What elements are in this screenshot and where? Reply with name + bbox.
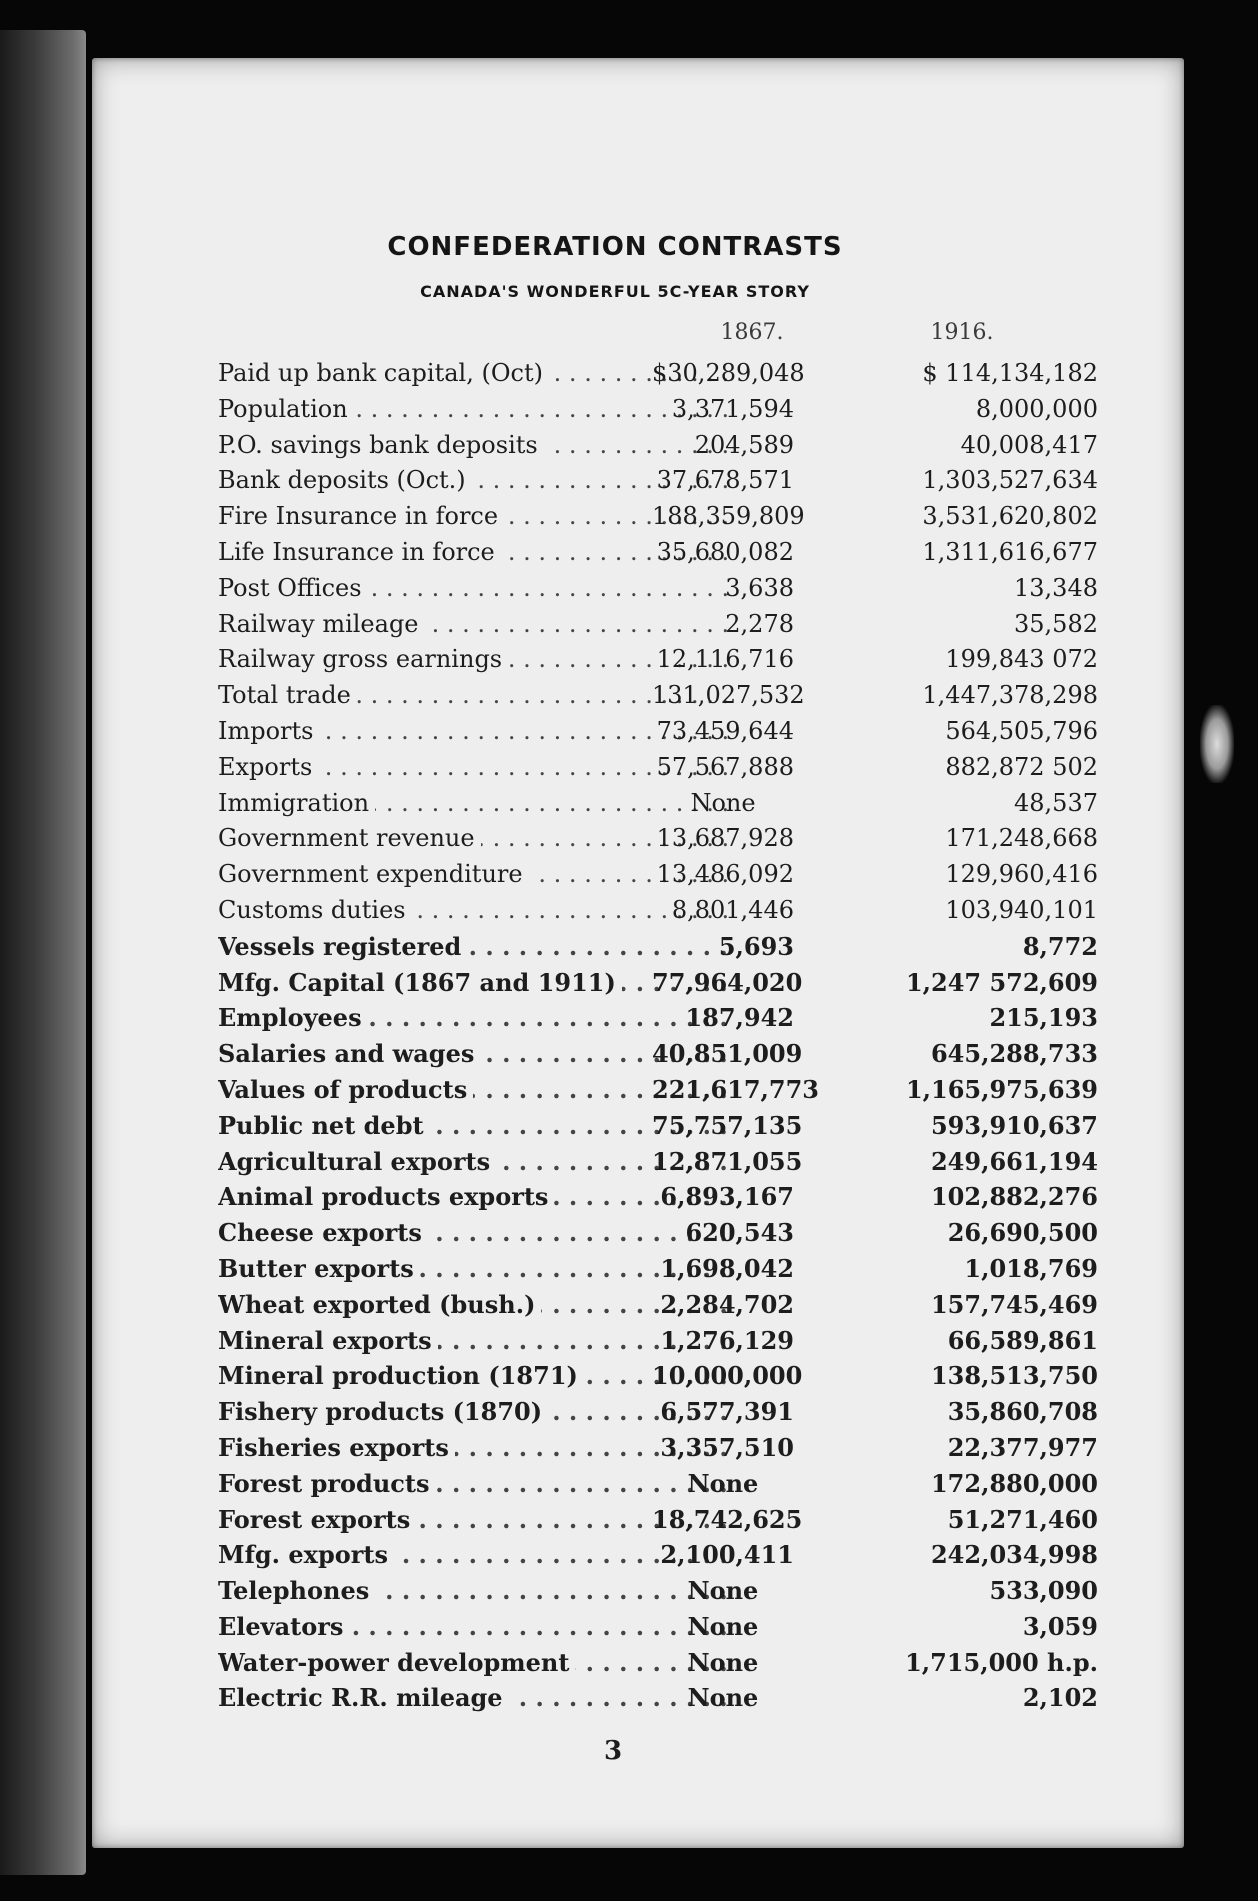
- adjacent-page-edge: [0, 30, 86, 1875]
- value-1867: None: [687, 1611, 759, 1641]
- statistics-table: [92, 356, 1184, 1716]
- value-1867: None: [690, 788, 756, 817]
- row-label-text: Imports: [218, 717, 319, 745]
- value-1916: 102,882,276: [930, 1182, 1098, 1212]
- table-row: [92, 857, 1184, 893]
- value-1867: 12,116,716: [656, 645, 794, 674]
- row-label-text: Life Insurance in force: [218, 538, 501, 566]
- value-1916: 157,745,469: [930, 1289, 1098, 1319]
- row-label-text: Fishery products (1870): [218, 1397, 548, 1426]
- value-1867: 6,893,167: [660, 1182, 794, 1212]
- value-1867: 37,678,571: [656, 466, 794, 495]
- row-label-text: Butter exports: [218, 1254, 420, 1283]
- value-1916: 1,303,527,634: [922, 466, 1098, 495]
- value-1916: 1,311,616,677: [922, 537, 1098, 566]
- table-row: [92, 1144, 1184, 1180]
- row-label-text: P.O. savings bank deposits: [218, 431, 544, 459]
- table-row: [92, 499, 1184, 535]
- row-label-text: Government revenue: [218, 824, 481, 852]
- table-row: [92, 607, 1184, 643]
- table-row: [92, 1358, 1184, 1394]
- value-1916: 172,880,000: [930, 1468, 1098, 1498]
- value-1867: 18,742,625: [652, 1504, 803, 1534]
- value-1916: 199,843 072: [945, 645, 1098, 674]
- row-label-text: Post Offices: [218, 574, 368, 602]
- table-row: [92, 965, 1184, 1001]
- value-1867: 620,543: [685, 1218, 794, 1248]
- value-1867: 204,589: [694, 430, 794, 459]
- row-label-text: Population: [218, 395, 354, 423]
- page-number: 3: [604, 1736, 623, 1766]
- table-row: [92, 356, 1184, 392]
- value-1867: 35,680,082: [656, 537, 794, 566]
- value-1916: 3,059: [1022, 1611, 1098, 1641]
- value-1916: 35,860,708: [947, 1397, 1098, 1427]
- row-label-text: Total trade: [218, 681, 357, 709]
- row-label-text: Salaries and wages: [218, 1039, 480, 1068]
- row-label-text: Mineral production (1871): [218, 1361, 584, 1390]
- value-1867: 1,276,129: [660, 1325, 794, 1355]
- page-title: CONFEDERATION CONTRASTS: [387, 232, 843, 262]
- value-1916: 1,247 572,609: [905, 967, 1098, 997]
- row-label-text: Forest products: [218, 1469, 435, 1498]
- table-row: [92, 1036, 1184, 1072]
- table-row: [92, 750, 1184, 786]
- page-subtitle: CANADA'S WONDERFUL 5C-YEAR STORY: [420, 282, 810, 301]
- value-1916: 138,513,750: [930, 1361, 1098, 1391]
- row-label-text: Animal products exports: [218, 1182, 554, 1211]
- table-row: [92, 642, 1184, 678]
- row-label-text: Exports: [218, 753, 318, 781]
- table-row: [92, 1502, 1184, 1538]
- row-label-text: Railway gross earnings: [218, 645, 508, 673]
- row-label-text: Mineral exports: [218, 1326, 438, 1355]
- value-1867: 2,100,411: [660, 1540, 794, 1570]
- row-label-text: Vessels registered: [218, 932, 467, 961]
- value-1916: 2,102: [1022, 1683, 1098, 1713]
- value-1867: 5,693: [718, 931, 794, 961]
- table-row: [92, 1466, 1184, 1502]
- value-1867: 10,000,000: [652, 1361, 803, 1391]
- row-label-text: Electric R.R. mileage: [218, 1683, 509, 1712]
- value-1916: 249,661,194: [930, 1146, 1098, 1176]
- value-1916: 533,090: [989, 1576, 1098, 1606]
- value-1916: 1,715,000 h.p.: [905, 1647, 1098, 1677]
- value-1916: 593,910,637: [930, 1110, 1098, 1140]
- value-1867: 57,567,888: [656, 752, 794, 781]
- row-label-text: Elevators: [218, 1612, 349, 1641]
- value-1916: 8,000,000: [975, 394, 1098, 423]
- value-1867: 3,638: [725, 573, 794, 602]
- value-1867: 3,357,510: [660, 1432, 794, 1462]
- table-row: [92, 1215, 1184, 1251]
- table-row: [92, 786, 1184, 822]
- table-row: [92, 929, 1184, 965]
- table-row: [92, 714, 1184, 750]
- row-label-text: Government expenditure: [218, 860, 529, 888]
- table-row: [92, 1573, 1184, 1609]
- row-label-text: Fisheries exports: [218, 1433, 455, 1462]
- value-1867: 3,371,594: [671, 394, 794, 423]
- table-row: [92, 893, 1184, 929]
- value-1867: 77,964,020: [652, 967, 803, 997]
- value-1916: 171,248,668: [945, 824, 1098, 853]
- table-row: [92, 392, 1184, 428]
- table-row: [92, 1108, 1184, 1144]
- value-1867: 6,577,391: [660, 1397, 794, 1427]
- table-row: [92, 1287, 1184, 1323]
- value-1916: $ 114,134,182: [922, 359, 1098, 387]
- value-1916: 1,447,378,298: [922, 681, 1098, 710]
- value-1867: 2,284,702: [660, 1289, 794, 1319]
- value-1867: 131,027,532: [652, 681, 805, 710]
- value-1867: 8,801,446: [671, 895, 794, 924]
- row-label-text: Railway mileage: [218, 610, 425, 638]
- row-label-text: Employees: [218, 1003, 368, 1032]
- value-1916: 8,772: [1022, 931, 1098, 961]
- value-1867: 73,459,644: [656, 716, 794, 745]
- value-1867: 1,698,042: [660, 1253, 794, 1283]
- row-label-text: Agricultural exports: [218, 1147, 496, 1176]
- value-1916: 22,377,977: [947, 1432, 1098, 1462]
- row-label-text: Forest exports: [218, 1505, 416, 1534]
- document-page: [92, 58, 1184, 1848]
- table-row: [92, 1609, 1184, 1645]
- value-1916: 129,960,416: [945, 860, 1098, 889]
- row-label-text: Fire Insurance in force: [218, 502, 504, 530]
- row-label-text: Bank deposits (Oct.): [218, 466, 472, 494]
- value-1867: 188,359,809: [652, 502, 805, 531]
- value-1867: 13,687,928: [656, 824, 794, 853]
- table-row: [92, 463, 1184, 499]
- scan-artifact: [1200, 705, 1234, 783]
- row-label-text: Telephones: [218, 1576, 375, 1605]
- value-1916: 215,193: [989, 1003, 1098, 1033]
- table-row: [92, 1179, 1184, 1215]
- value-1916: 242,034,998: [930, 1540, 1098, 1570]
- row-label-text: Cheese exports: [218, 1218, 428, 1247]
- column-header-1867: 1867.: [720, 320, 784, 345]
- row-label-text: Wheat exported (bush.): [218, 1290, 541, 1319]
- value-1916: 645,288,733: [930, 1039, 1098, 1069]
- value-1916: 35,582: [1014, 609, 1098, 638]
- row-label-text: Values of products: [218, 1075, 473, 1104]
- value-1916: 1,018,769: [964, 1253, 1098, 1283]
- value-1916: 26,690,500: [947, 1218, 1098, 1248]
- table-row: [92, 1251, 1184, 1287]
- table-row: [92, 1323, 1184, 1359]
- value-1867: 40,851,009: [652, 1039, 803, 1069]
- table-row: [92, 1394, 1184, 1430]
- value-1916: 66,589,861: [947, 1325, 1098, 1355]
- table-row: [92, 1072, 1184, 1108]
- value-1867: 187,942: [685, 1003, 794, 1033]
- value-1867: None: [687, 1683, 759, 1713]
- table-row: [92, 571, 1184, 607]
- table-row: [92, 1680, 1184, 1716]
- row-label-text: Immigration: [218, 789, 375, 817]
- value-1867: 12,871,055: [652, 1146, 803, 1176]
- value-1916: 103,940,101: [945, 895, 1098, 924]
- table-row: [92, 1000, 1184, 1036]
- value-1867: 75,757,135: [652, 1110, 803, 1140]
- row-label-text: Water-power development: [218, 1648, 575, 1677]
- value-1867: None: [687, 1576, 759, 1606]
- value-1916: 48,537: [1014, 788, 1098, 817]
- value-1916: 51,271,460: [947, 1504, 1098, 1534]
- row-label-text: Mfg. Capital (1867 and 1911): [218, 968, 622, 997]
- table-row: [92, 428, 1184, 464]
- value-1916: 1,165,975,639: [905, 1074, 1098, 1104]
- value-1916: 3,531,620,802: [922, 502, 1098, 531]
- table-row: [92, 535, 1184, 571]
- table-row: [92, 1430, 1184, 1466]
- value-1867: $30,289,048: [652, 359, 805, 387]
- row-label-text: Mfg. exports: [218, 1540, 394, 1569]
- value-1867: 221,617,773: [652, 1074, 820, 1104]
- table-row: [92, 821, 1184, 857]
- value-1867: 2,278: [725, 609, 794, 638]
- value-1916: 13,348: [1014, 573, 1098, 602]
- row-label-text: Paid up bank capital, (Oct): [218, 359, 549, 387]
- value-1916: 564,505,796: [945, 716, 1098, 745]
- column-header-1916: 1916.: [930, 320, 994, 345]
- value-1916: 882,872 502: [945, 752, 1098, 781]
- value-1916: 40,008,417: [960, 430, 1098, 459]
- value-1867: None: [687, 1647, 759, 1677]
- table-row: [92, 1537, 1184, 1573]
- table-row: [92, 678, 1184, 714]
- table-row: [92, 1645, 1184, 1681]
- row-label-text: Public net debt: [218, 1111, 430, 1140]
- row-label-text: Customs duties: [218, 896, 412, 924]
- value-1867: None: [687, 1468, 759, 1498]
- value-1867: 13,486,092: [656, 860, 794, 889]
